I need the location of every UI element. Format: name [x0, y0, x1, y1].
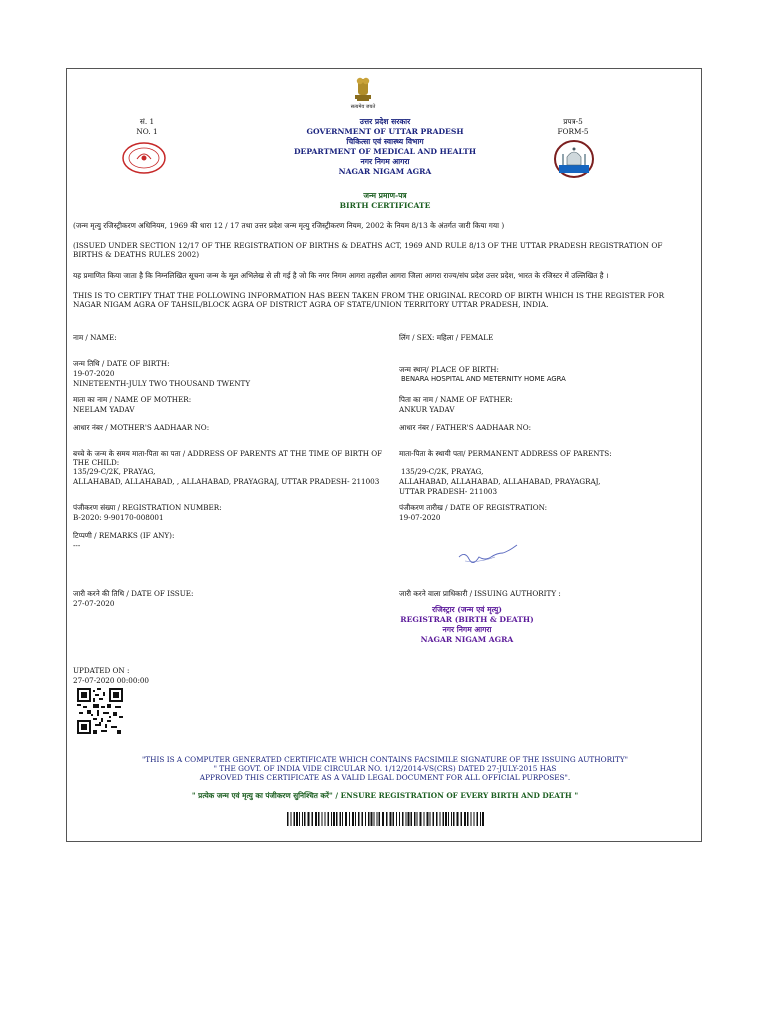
- place-of-birth-value: BENARA HOSPITAL AND METERNITY HOME AGRA: [401, 375, 566, 383]
- father-aadhaar-label: आधार नंबर / FATHER'S AADHAAR NO:: [399, 423, 532, 432]
- ensure-registration-line: [77, 791, 693, 800]
- father-name-value: ANKUR YADAV: [399, 405, 455, 414]
- dept-hindi: चिकित्सा एवं स्वास्थ्य विभाग: [346, 137, 424, 146]
- issued-under-text: (ISSUED UNDER SECTION 12/17 OF THE REGISTRATION OF BIRTHS & DEATHS ACT, 1969 AND RULE 8/13 OF THE UTTAR PRADESH REGISTRATION OF BIRTHS & DEATHS RULES 2002): [73, 241, 663, 260]
- permanent-address-label: माता-पिता के स्थायी पता/ PERMANENT ADDRESS OF PARENTS:: [399, 449, 612, 458]
- remarks-value: ---: [73, 541, 81, 550]
- serial-no: NO. 1: [136, 127, 158, 136]
- certificate-sheet: [66, 68, 702, 842]
- issue-date-value: 27-07-2020: [73, 599, 115, 608]
- certify-text: THIS IS TO CERTIFY THAT THE FOLLOWING INFORMATION HAS BEEN TAKEN FROM THE ORIGINAL RECORD OF BIRTH WHICH IS THE REGISTER FOR NAGAR NIGAM AGRA OF TAHSIL/BLOCK AGRA OF DISTRICT AGRA OF STATE/UNION TERRITORY UTTAR PRADESH, INDIA.: [73, 291, 665, 310]
- father-name-label: पिता का नाम / NAME OF FATHER:: [399, 395, 513, 404]
- computer-generated-note: "THIS IS A COMPUTER GENERATED CERTIFICATE WHICH CONTAINS FACSIMILE SIGNATURE OF THE ISSUING AUTHORITY": [141, 755, 629, 764]
- registrar-org: NAGAR NIGAM AGRA: [420, 635, 514, 644]
- circular-note-line1: " THE GOVT. OF INDIA VIDE CIRCULAR NO. 1/12/2014-VS(CRS) DATED 27-JULY-2015 HAS: [213, 764, 557, 773]
- dob-value: 19-07-2020: [73, 369, 115, 378]
- name-label: नाम / NAME:: [73, 333, 117, 342]
- mother-name-label: माता का नाम / NAME OF MOTHER:: [73, 395, 192, 404]
- certify-hindi: यह प्रमाणित किया जाता है कि निम्नलिखित सूचना जन्म के मूल अभिलेख से ली गई है जो कि नगर निगम आगरा तहसील आगरा जिला आगरा राज्य/संघ प्रदेश उत्तर प्रदेश, भारत के रजिस्टर में उल्लिखित है ।: [73, 271, 609, 280]
- permanent-address-line2: ALLAHABAD, ALLAHABAD, ALLAHABAD, PRAYAGRAJ,: [399, 477, 601, 486]
- certificate-title: BIRTH CERTIFICATE: [339, 201, 431, 210]
- issue-date-label: जारी करने की तिथि / DATE OF ISSUE:: [73, 589, 194, 598]
- nagar-nigam-seal-icon: [121, 141, 167, 175]
- certificate-title-hindi: जन्म प्रमाण-पत्र: [363, 191, 407, 200]
- permanent-address-line1: 135/29-C/2K, PRAYAG,: [401, 467, 484, 476]
- address-at-birth-line2: ALLAHABAD, ALLAHABAD, , ALLAHABAD, PRAYAGRAJ, UTTAR PRADESH- 211003: [73, 477, 380, 486]
- form-no: FORM-5: [557, 127, 589, 136]
- updated-on-label: UPDATED ON :: [73, 666, 130, 675]
- qr-code-icon: [77, 688, 123, 734]
- registration-number-value: B-2020: 9-90170-008001: [73, 513, 164, 522]
- govt-title: GOVERNMENT OF UTTAR PRADESH: [306, 127, 464, 136]
- circular-note-line2: APPROVED THIS CERTIFICATE AS A VALID LEGAL DOCUMENT FOR ALL OFFICIAL PURPOSES".: [199, 773, 571, 782]
- mother-aadhaar-label: आधार नंबर / MOTHER'S AADHAAR NO:: [73, 423, 210, 432]
- ensure-registration-text: ENSURE REGISTRATION OF EVERY BIRTH AND DEATH ": [340, 791, 579, 800]
- org-hindi: नगर निगम आगरा: [360, 157, 410, 166]
- dob-words: NINETEENTH-JULY TWO THOUSAND TWENTY: [73, 379, 251, 388]
- registrar-title: REGISTRAR (BIRTH & DEATH): [400, 615, 534, 624]
- serial-no-hindi: सं. 1: [139, 117, 155, 126]
- address-at-birth-label: बच्चे के जन्म के समय माता-पिता का पता / ADDRESS OF PARENTS AT THE TIME OF BIRTH OF THE CHILD:: [73, 449, 383, 467]
- govt-hindi: उत्तर प्रदेश सरकार: [359, 117, 411, 126]
- registration-date-label: पंजीकरण तारीख / DATE OF REGISTRATION:: [399, 503, 548, 512]
- emblem-motto: सत्यमेव जयते: [350, 104, 376, 110]
- registration-date-value: 19-07-2020: [399, 513, 441, 522]
- sex-field: लिंग / SEX: महिला / FEMALE: [399, 333, 494, 342]
- registrar-hindi: रजिस्ट्रार (जन्म एवं मृत्यु): [432, 605, 502, 614]
- form-no-hindi: प्रपत्र-5: [563, 117, 583, 126]
- taj-mahal-logo-icon: [553, 139, 595, 179]
- permanent-address-line3: UTTAR PRADESH- 211003: [399, 487, 498, 496]
- place-of-birth-label: जन्म स्थान/ PLACE OF BIRTH:: [399, 365, 499, 374]
- registrar-signature-icon: [455, 539, 521, 569]
- updated-on-value: 27-07-2020 00:00:00: [73, 676, 150, 685]
- address-at-birth-line1: 135/29-C/2K, PRAYAG,: [73, 467, 156, 476]
- issuing-authority-label: जारी करने वाला प्राधिकारी / ISSUING AUTHORITY :: [399, 589, 561, 598]
- org-title: NAGAR NIGAM AGRA: [338, 167, 432, 176]
- barcode-icon: [287, 812, 487, 826]
- registration-number-label: पंजीकरण संख्या / REGISTRATION NUMBER:: [73, 503, 222, 512]
- remarks-label: टिप्पणी / REMARKS (IF ANY):: [73, 531, 175, 540]
- issued-under-hindi: (जन्म मृत्यु रजिस्ट्रीकरण अधिनियम, 1969 की धारा 12 / 17 तथा उत्तर प्रदेश जन्म मृत्यु रजिस्ट्रीकरण नियम, 2002 के नियम 8/13 के अंतर्गत जारी किया गया ): [73, 221, 505, 230]
- dob-label: जन्म तिथि / DATE OF BIRTH:: [73, 359, 170, 368]
- mother-name-value: NEELAM YADAV: [73, 405, 135, 414]
- registrar-org-hindi: नगर निगम आगरा: [442, 625, 492, 634]
- ensure-registration-hindi: " प्रत्येक जन्म एवं मृत्यु का पंजीकरण सुनिश्चित करें" /: [191, 791, 339, 800]
- dept-title: DEPARTMENT OF MEDICAL AND HEALTH: [293, 147, 477, 156]
